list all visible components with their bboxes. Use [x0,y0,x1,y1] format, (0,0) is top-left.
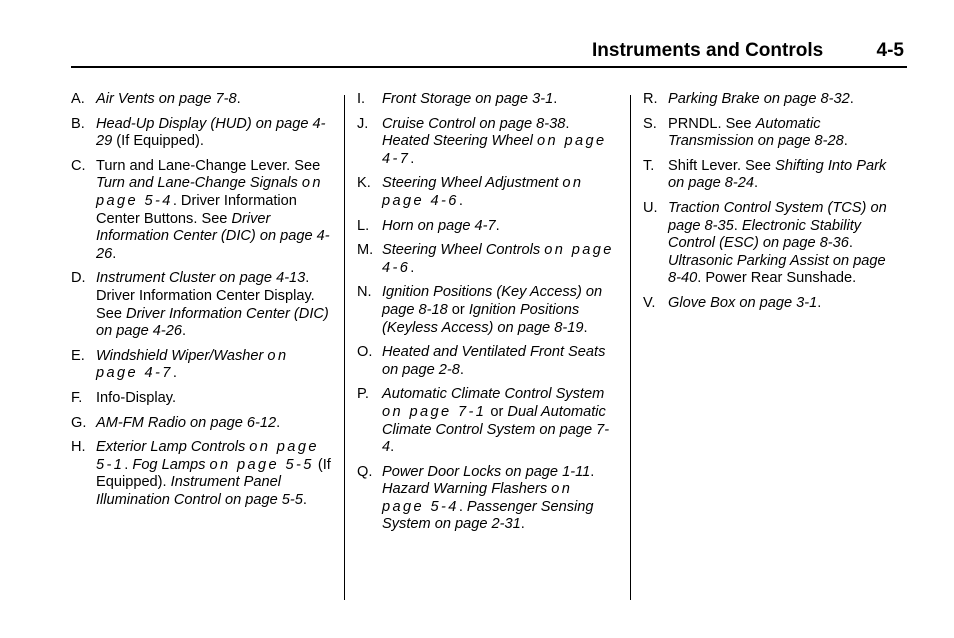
entry-reference: Ignition Positions (Key Access) on page 8-18 [382,284,603,318]
entry-letter: N. [357,284,372,301]
entry-description: . [849,91,854,107]
entry-letter: C. [71,157,86,174]
legend-entry [357,284,615,337]
entry-description: (If Equipped). [96,456,331,491]
entry-letter: L. [357,217,370,234]
entry-text [668,200,895,288]
entry-reference: on page 5-4 [382,481,573,515]
entry-description: . [754,175,759,192]
entry-text [382,284,615,337]
entry-description: Info-Display. [96,389,177,406]
legend-entry [71,158,333,264]
legend-entry [643,295,895,313]
entry-description: or [447,301,469,318]
entry-description: Turn and Lane-Change Lever. See [96,157,321,174]
entry-description: . Driver Information Center Buttons. See [96,192,297,227]
entry-description: . [236,91,241,107]
entry-letter: J. [357,115,369,132]
entry-reference: Fog Lamps [132,456,210,473]
entry-letter: A. [71,91,85,107]
entry-text [96,348,333,383]
legend-entry [71,270,333,340]
entry-reference: Instrument Cluster on page 4-13 [96,270,306,287]
entry-description: . [590,463,595,480]
entry-reference: Steering Wheel Controls [382,242,545,259]
entry-reference: on page 4-7 [96,347,289,382]
entry-reference: Heated Steering Wheel [382,133,537,150]
page-header [590,38,908,64]
entry-reference: Parking Brake on page 8-32 [668,91,850,107]
entry-description: . [182,323,187,340]
entry-reference: Electronic Stability Control (ESC) on page 8-36 [668,217,862,252]
entry-reference: Windshield Wiper/Washer [96,347,268,364]
entry-reference: Turn and Lane-Change Signals [96,175,302,192]
entry-text [96,116,333,151]
entry-letter: S. [643,115,657,132]
legend-entry [71,348,333,383]
entry-reference: on page 4-7 [382,133,607,167]
legend-entry [357,175,615,210]
entry-reference: Head-Up Display (HUD) on page 4-29 [96,115,326,150]
legend-entry [643,91,895,109]
entry-description: . [458,192,463,209]
entry-reference: on page 5-5 [209,456,314,473]
entry-description: . [565,115,570,132]
entry-text [668,158,895,193]
entry-reference: Driver Information Center (DIC) on page 4-26 [96,210,330,262]
entry-description: . Driver Information Center Display. See [96,270,315,322]
entry-description: . [172,365,177,382]
entry-letter: U. [643,199,658,216]
entry-description: . [817,294,822,311]
legend-entry [357,344,615,379]
entry-text [96,439,333,509]
entry-text [96,158,333,264]
entry-text [668,91,895,109]
entry-reference: Exterior Lamp Controls [96,439,250,456]
legend-entry [643,116,895,151]
entry-description: . [410,259,415,276]
legend-column-1 [71,91,333,516]
entry-reference: Air Vents on page 7-8 [96,91,237,107]
entry-text [382,386,615,456]
entry-letter: P. [357,386,369,403]
legend-entry [643,158,895,193]
entry-letter: O. [357,344,373,361]
legend-entry [71,116,333,151]
entry-reference: Steering Wheel Adjustment [382,175,563,192]
entry-description: . [520,516,525,533]
entry-text [382,344,615,379]
entry-description: . [583,319,588,336]
entry-reference: AM-FM Radio on page 6-12 [96,414,277,431]
entry-description: . [276,414,281,431]
entry-reference: on page 5-4 [96,175,323,209]
column-divider-1 [344,95,345,600]
entry-letter: I. [357,91,366,107]
entry-reference: Automatic Transmission on page 8-28 [668,115,844,150]
entry-text [668,116,895,151]
entry-text [382,116,615,169]
legend-entry [357,91,615,109]
column-divider-2 [630,95,631,600]
legend-entry [643,200,895,288]
entry-description: PRNDL. See [668,115,756,132]
entry-description: . [843,133,848,150]
entry-text [96,91,333,109]
entry-description: or [486,403,508,420]
entry-reference: Horn on page 4-7 [382,217,496,234]
entry-text [96,270,333,340]
entry-text [382,175,615,210]
legend-entry [71,91,333,109]
entry-description: . Power Rear Sunshade. [697,270,857,287]
entry-letter: M. [357,242,374,259]
entry-description: . [848,235,853,252]
entry-letter: E. [71,347,85,364]
entry-text [382,242,615,277]
entry-description: . [390,439,395,456]
entry-letter: H. [71,439,86,456]
legend-entry [71,439,333,509]
entry-reference: on page 5-1 [96,439,319,473]
entry-letter: Q. [357,463,373,480]
entry-reference: on page 7-1 [382,403,487,420]
entry-reference: Front Storage on page 3-1 [382,91,554,107]
entry-reference: Hazard Warning Flashers [382,481,552,498]
entry-letter: B. [71,115,85,132]
entry-reference: Ultrasonic Parking Assist on page 8-40 [668,252,886,287]
entry-reference: Shifting Into Park on page 8-24 [668,157,887,192]
entry-text [96,390,333,408]
entry-description: . [553,91,558,107]
entry-reference: Traction Control System (TCS) on page 8-35 [668,199,887,234]
header-rule [71,66,907,68]
entry-description: . [410,150,415,167]
legend-entry [357,242,615,277]
page-number: 4-5 [876,40,904,61]
entry-text [382,464,615,534]
entry-description: (If Equipped). [112,133,204,150]
entry-description: . [495,217,500,234]
legend-entry [357,218,615,236]
entry-reference: Driver Information Center (DIC) on page 4-26 [96,305,329,340]
entry-letter: R. [643,91,658,107]
entry-reference: Cruise Control on page 8-38 [382,115,566,132]
entry-reference: Dual Automatic Climate Control System on page 7-4 [382,403,610,456]
entry-description: . [302,491,307,508]
entry-reference: on page 4-6 [382,175,584,209]
entry-description: . [458,498,467,515]
entry-description: . [124,456,133,473]
entry-reference: Passenger Sensing System on page 2-31 [382,498,594,533]
legend-column-3 [643,91,895,320]
entry-description: . [112,245,117,262]
entry-letter: D. [71,270,86,287]
entry-description: Shift Lever. See [668,157,776,174]
entry-reference: Heated and Ventilated Front Seats on page 2-8 [382,344,606,378]
entry-letter: K. [357,175,371,192]
entry-text [382,218,615,236]
legend-entry [357,464,615,534]
entry-reference: Glove Box on page 3-1 [668,294,818,311]
legend-entry [357,116,615,169]
legend-entry [71,415,333,433]
entry-text [96,415,333,433]
legend-entry [357,386,615,456]
entry-letter: F. [71,389,83,406]
legend-entry [71,390,333,408]
entry-reference: Instrument Panel Illumination Control on page 5-5 [96,474,303,508]
entry-description: . [733,217,742,234]
legend-column-2 [357,91,615,541]
entry-letter: G. [71,414,87,431]
entry-text [382,91,615,109]
entry-reference: Ignition Positions (Keyless Access) on page 8-19 [382,301,584,336]
entry-text [668,295,895,313]
section-title: Instruments and Controls [592,40,824,61]
entry-description: . [459,361,464,378]
entry-reference: Power Door Locks on page 1-11 [382,463,591,480]
entry-letter: V. [643,294,656,311]
entry-letter: T. [643,157,655,174]
entry-reference: Automatic Climate Control System [382,386,605,403]
entry-reference: on page 4-6 [382,242,614,276]
